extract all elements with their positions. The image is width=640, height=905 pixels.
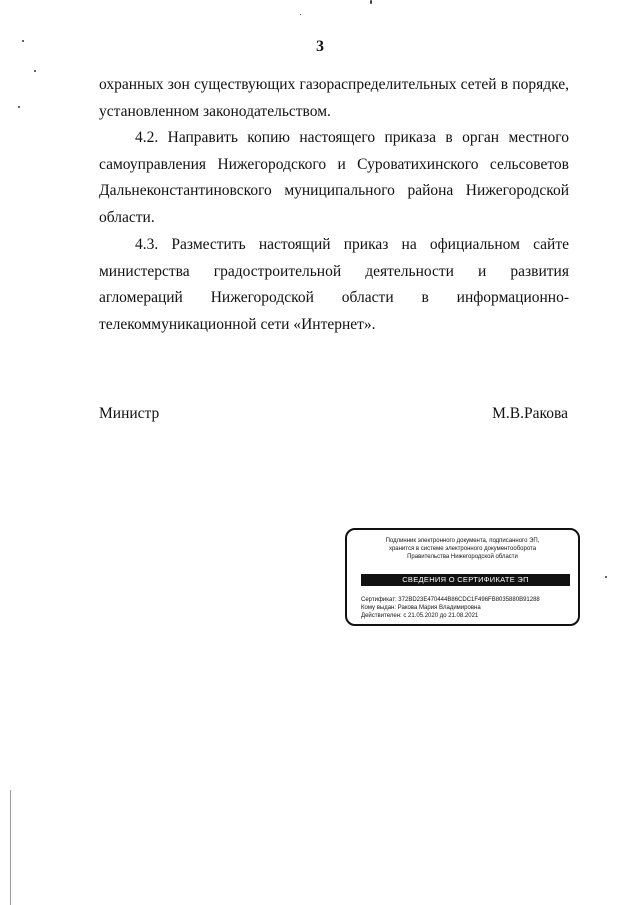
scan-edge-line [10,790,11,905]
stamp-validity: Действителен: с 21.05.2020 до 21.08.2021 [361,613,479,619]
paragraph-4-3 [99,232,569,338]
signatory-title: Министр [99,405,160,422]
stamp-header-line: Подлинник электронного документа, подписанного ЭП, [385,538,540,544]
scan-speck [22,40,24,42]
stamp-issued-to: Кому выдан: Ракова Мария Владимировна [361,605,481,611]
signatory-name: М.В.Ракова [492,405,568,422]
page-number: 3 [316,38,324,55]
stamp-header-line: хранится в системе электронного документооборота [388,546,537,552]
scan-speck [370,0,372,4]
paragraph-continuation: охранных зон существующих газораспределительных сетей в порядке, установленном законодательством. [99,76,569,120]
paragraph-4-2-text: 4.2. Направить копию настоящего приказа в орган местного самоуправления Нижегородского и Суроватихинского сельсоветов Дальнеконстантиновского муниципального района Нижегородской области. [99,129,569,226]
stamp-certificate: Сертификат: 372BD23E470444B86CDC1F496FB8035880B91288 [361,597,540,603]
scan-speck [605,576,607,578]
stamp-header-line: Правительства Нижегородской области [407,554,518,560]
scan-speck [18,106,20,108]
paragraph-4-2 [99,125,569,231]
electronic-signature-stamp [345,528,580,626]
scan-speck [300,14,301,15]
stamp-title-bar: СВЕДЕНИЯ О СЕРТИФИКАТЕ ЭП [361,574,570,586]
stamp-header [355,537,570,561]
scan-speck [34,70,36,72]
paragraph-4-3-text: 4.3. Разместить настоящий приказ на официальном сайте министерства градостроительной деятельности и развития агломераций Нижегородской области в информационно-телекоммуникационной сети «Интернет». [99,236,569,333]
